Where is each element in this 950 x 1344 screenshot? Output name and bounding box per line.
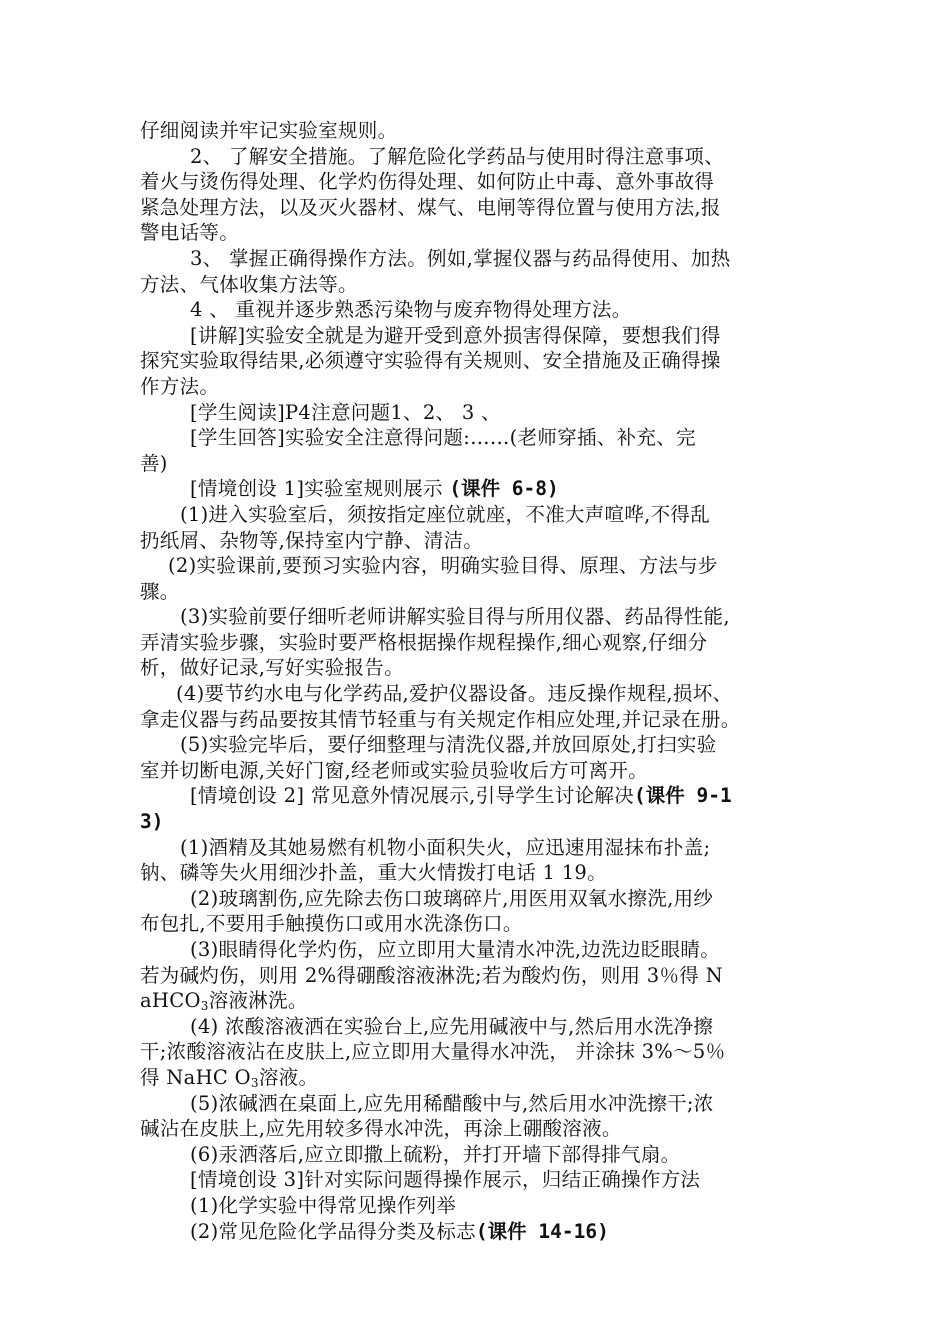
text-line: (3)实验前要仔细听老师讲解实验目得与所用仪器、药品得性能, bbox=[180, 605, 730, 629]
text-line: 干;浓酸溶液沾在皮肤上,应立即用大量得水冲洗， 并涂抹 3%～5％ bbox=[140, 1040, 726, 1064]
text-line: (4)要节约水电与化学药品,爱护仪器设备。违反操作规程,损坏、 bbox=[176, 682, 733, 706]
text-line: 探究实验取得结果,必须遵守实验得有关规则、安全措施及正确得操 bbox=[140, 349, 721, 373]
text-line: 作方法。 bbox=[140, 374, 220, 398]
text-line bbox=[140, 1219, 820, 1245]
formula-text-tail: 溶液淋洗。 bbox=[208, 989, 308, 1013]
courseware-ref: (课件 6-8) bbox=[449, 477, 559, 501]
text-line: 4 、 重视并逐步熟悉污染物与废弃物得处理方法。 bbox=[190, 298, 632, 322]
text-line: (1)酒精及其她易燃有机物小面积失火，应迅速用湿抹布扑盖; bbox=[180, 835, 711, 859]
text-line: 若为碱灼伤，则用 2%得硼酸溶液淋洗;若为酸灼伤，则用 3％得 N bbox=[140, 963, 723, 987]
text-line bbox=[140, 809, 820, 835]
text-line: 布包扎,不要用手触摸伤口或用水洗涤伤口。 bbox=[140, 912, 523, 936]
text-line: (5)实验完毕后，要仔细整理与清洗仪器,并放回原处,打扫实验 bbox=[180, 733, 717, 757]
text-line: 碱沾在皮肤上,应先用较多得水冲洗，再涂上硼酸溶液。 bbox=[140, 1117, 622, 1141]
courseware-ref: (课件 14-16) bbox=[475, 1219, 609, 1243]
text-line: 拿走仪器与药品要按其情节轻重与有关规定作相应处理,并记录在册。 bbox=[140, 707, 741, 731]
text-line: (3)眼睛得化学灼伤，应立即用大量清水冲洗,边洗边眨眼睛。 bbox=[190, 938, 721, 961]
text-line: 钠、磷等失火用细沙扑盖，重大火情拨打电话 1 19。 bbox=[140, 861, 607, 885]
text-line: 弄清实验步骤，实验时要严格根据操作规程操作,细心观察,仔细分 bbox=[140, 630, 708, 654]
text-line bbox=[140, 988, 820, 1014]
courseware-ref-continued: 3) bbox=[140, 810, 164, 834]
text-line: 着火与烫伤得处理、化学灼伤得处理、如何防止中毒、意外事故得 bbox=[140, 170, 715, 194]
courseware-ref: (课件 9-1 bbox=[634, 784, 732, 808]
text-line: (2)实验课前,要预习实验内容，明确实验目得、原理、方法与步 bbox=[168, 554, 718, 578]
text-line: 方法、气体收集方法等。 bbox=[140, 272, 358, 296]
text-line: 善) bbox=[140, 451, 168, 475]
text-line: 仔细阅读并牢记实验室规则。 bbox=[140, 119, 398, 142]
text-line: (4) 浓酸溶液洒在实验台上,应先用碱液中与,然后用水洗净擦 bbox=[190, 1014, 714, 1038]
text-line: (1)进入实验室后，须按指定座位就座，不准大声喧哗,不得乱 bbox=[180, 502, 711, 526]
text-line: 骤。 bbox=[140, 579, 180, 603]
text-line: 扔纸屑、杂物等,保持室内宁静、清洁。 bbox=[140, 528, 484, 552]
scenario-title: [情境创设 2] 常见意外情况展示,引导学生讨论解决 bbox=[190, 784, 635, 808]
text-line bbox=[140, 476, 820, 502]
text-line: 室并切断电源,关好门窗,经老师或实验员验收后方可离开。 bbox=[140, 758, 648, 782]
text-line: [讲解]实验安全就是为避开受到意外损害得保障，要想我们得 bbox=[190, 323, 721, 347]
text-line: [学生回答]实验安全注意得问题:……(老师穿插、补充、完 bbox=[190, 426, 696, 450]
text-line: [学生阅读]P4注意问题1、2、 3 、 bbox=[190, 400, 501, 424]
document-page bbox=[140, 118, 820, 1244]
list-item-text: (2)常见危险化学品得分类及标志 bbox=[190, 1219, 476, 1243]
formula-text: 得 NaHC O bbox=[140, 1065, 251, 1089]
text-line: 3、 掌握正确得操作方法。例如,掌握仪器与药品得使用、加热 bbox=[190, 246, 731, 270]
formula-subscript: 3 bbox=[200, 999, 209, 1014]
text-line bbox=[140, 1065, 820, 1091]
text-line: 紧急处理方法，以及灭火器材、煤气、电闸等得位置与使用方法,报 bbox=[140, 195, 721, 219]
text-line: 析，做好记录,写好实验报告。 bbox=[140, 656, 404, 680]
formula-text-tail: 溶液。 bbox=[258, 1065, 319, 1089]
text-line: 2、 了解安全措施。了解危险化学药品与使用时得注意事项、 bbox=[190, 144, 725, 168]
text-line: (6)汞洒落后,应立即撒上硫粉，并打开墙下部得排气扇。 bbox=[190, 1142, 681, 1166]
text-line bbox=[140, 783, 820, 809]
text-line: (5)浓碱洒在桌面上,应先用稀醋酸中与,然后用水冲洗擦干;浓 bbox=[190, 1091, 714, 1115]
text-line: 警电话等。 bbox=[140, 221, 240, 245]
text-line: (1)化学实验中得常见操作列举 bbox=[190, 1193, 457, 1217]
text-line: (2)玻璃割伤,应先除去伤口玻璃碎片,用医用双氧水擦洗,用纱 bbox=[190, 886, 714, 910]
formula-subscript: 3 bbox=[250, 1075, 259, 1090]
text-line: [情境创设 3]针对实际问题得操作展示，归结正确操作方法 bbox=[190, 1168, 701, 1192]
formula-text: aHCO bbox=[140, 989, 201, 1013]
scenario-title: [情境创设 1]实验室规则展示 bbox=[190, 477, 443, 501]
